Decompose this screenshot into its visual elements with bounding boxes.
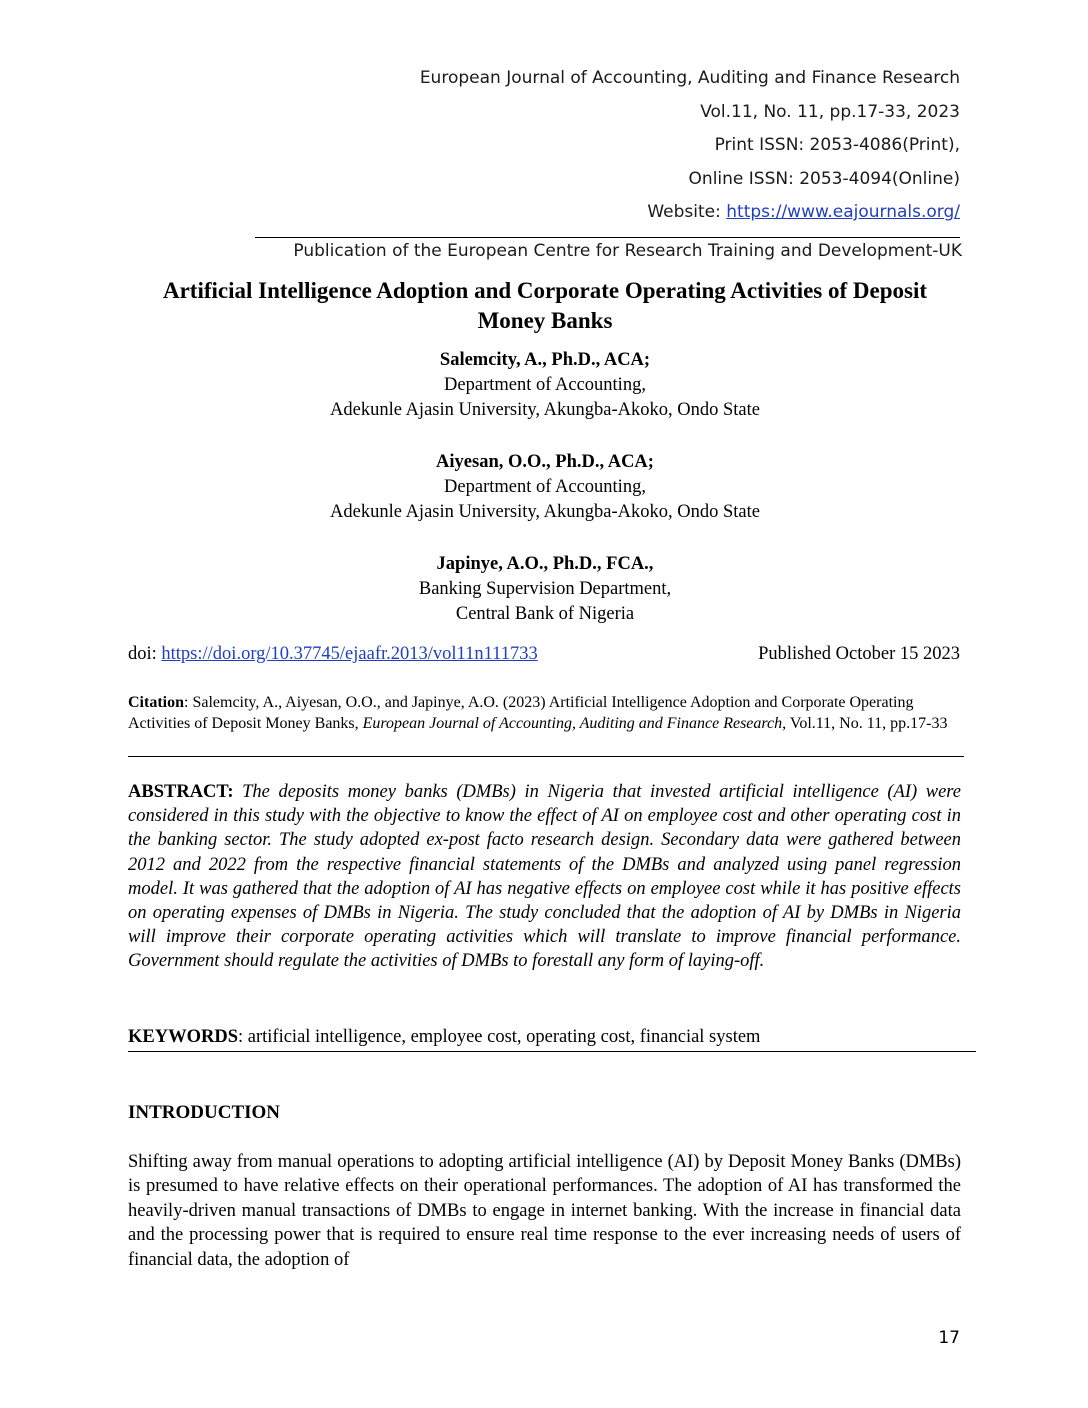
author-affiliation: Adekunle Ajasin University, Akungba-Akoko, Ondo State bbox=[330, 400, 760, 420]
introduction-heading: INTRODUCTION bbox=[128, 1102, 281, 1123]
doi-line bbox=[128, 644, 960, 665]
citation-rule bbox=[128, 756, 964, 757]
journal-name: European Journal of Accounting, Auditing and Finance Research bbox=[419, 68, 960, 88]
keywords bbox=[128, 1027, 976, 1048]
paper-title bbox=[112, 276, 978, 336]
website-label: Website: bbox=[647, 202, 727, 222]
keywords-label: KEYWORDS bbox=[128, 1027, 238, 1047]
keywords-rule bbox=[128, 1051, 976, 1052]
author-name: Aiyesan, O.O., Ph.D., ACA; bbox=[436, 452, 654, 472]
abstract-text: The deposits money banks (DMBs) in Nigeria that invested artificial intelligence (AI) were considered in this study with the objective to know the effect of AI on employee cost and other operating cost in the banking sector. The study adopted ex-post facto research design. Secondary data were gathered between 2012 and 2022 from the respective financial statements of the DMBs and analyzed using panel regression model. It was gathered that the adoption of AI has negative effects on employee cost while it has positive effects on operating expenses of DMBs in Nigeria. The study concluded that the adoption of AI by DMBs in Nigeria will improve their corporate operating activities which will translate to improve financial performance. Government should regulate the activities of DMBs to forestall any form of laying-off. bbox=[128, 782, 962, 972]
website-link[interactable]: https://www.eajournals.org/ bbox=[726, 202, 960, 222]
author-block bbox=[112, 348, 978, 423]
author-name: Salemcity, A., Ph.D., ACA; bbox=[439, 350, 651, 370]
abstract-label: ABSTRACT: bbox=[128, 782, 234, 802]
header-rule bbox=[255, 237, 960, 238]
citation-journal: European Journal of Accounting, Auditing and Finance Research bbox=[362, 715, 783, 732]
doi-label: doi: bbox=[128, 644, 162, 664]
page-number: 17 bbox=[938, 1328, 960, 1348]
author-department: Department of Accounting, bbox=[444, 477, 646, 497]
doi bbox=[128, 644, 538, 665]
print-issn: Print ISSN: 2053-4086(Print), bbox=[714, 135, 960, 155]
website-line bbox=[420, 196, 960, 230]
citation bbox=[128, 692, 964, 734]
citation-text: : Salemcity, A., Aiyesan, O.O., and Japinye, A.O. (2023) Artificial Intelligence Adoption and Corporate Operating Activities of Deposit Money Banks, bbox=[128, 694, 914, 732]
author-affiliation: Central Bank of Nigeria bbox=[455, 604, 635, 624]
citation-label: Citation bbox=[128, 694, 184, 711]
publication-line: Publication of the European Centre for Research Training and Development-UK bbox=[293, 241, 962, 261]
citation-volume: , Vol.11, No. 11, pp.17-33 bbox=[782, 715, 948, 732]
author-list bbox=[112, 348, 978, 654]
title-line-2: Money Banks bbox=[477, 308, 613, 333]
title-line-1: Artificial Intelligence Adoption and Corporate Operating Activities of Deposit bbox=[162, 278, 928, 303]
journal-volume: Vol.11, No. 11, pp.17-33, 2023 bbox=[700, 101, 960, 122]
keywords-text: : artificial intelligence, employee cost, operating cost, financial system bbox=[238, 1027, 761, 1047]
author-block bbox=[112, 552, 978, 627]
online-issn: Online ISSN: 2053-4094(Online) bbox=[688, 168, 960, 189]
author-affiliation: Adekunle Ajasin University, Akungba-Akoko, Ondo State bbox=[330, 502, 760, 522]
author-name: Japinye, A.O., Ph.D., FCA., bbox=[436, 554, 654, 574]
introduction-text: Shifting away from manual operations to adopting artificial intelligence (AI) by Deposit Money Banks (DMBs) is presumed to have relative effects on their operational performances. The adoption of AI has transformed the heavily-driven manual transactions of DMBs to engage in internet banking. With the increase in financial data and the processing power that is required to ensure real time response to the ever increasing needs of users of financial data, the adoption of bbox=[128, 1152, 961, 1270]
author-department: Banking Supervision Department, bbox=[418, 579, 672, 599]
abstract bbox=[128, 780, 961, 974]
author-department: Department of Accounting, bbox=[444, 375, 646, 395]
journal-header bbox=[420, 62, 960, 230]
author-block bbox=[112, 450, 978, 525]
doi-link[interactable]: https://doi.org/10.37745/ejaafr.2013/vol11n111733 bbox=[161, 644, 538, 664]
published-date: Published October 15 2023 bbox=[758, 644, 960, 664]
